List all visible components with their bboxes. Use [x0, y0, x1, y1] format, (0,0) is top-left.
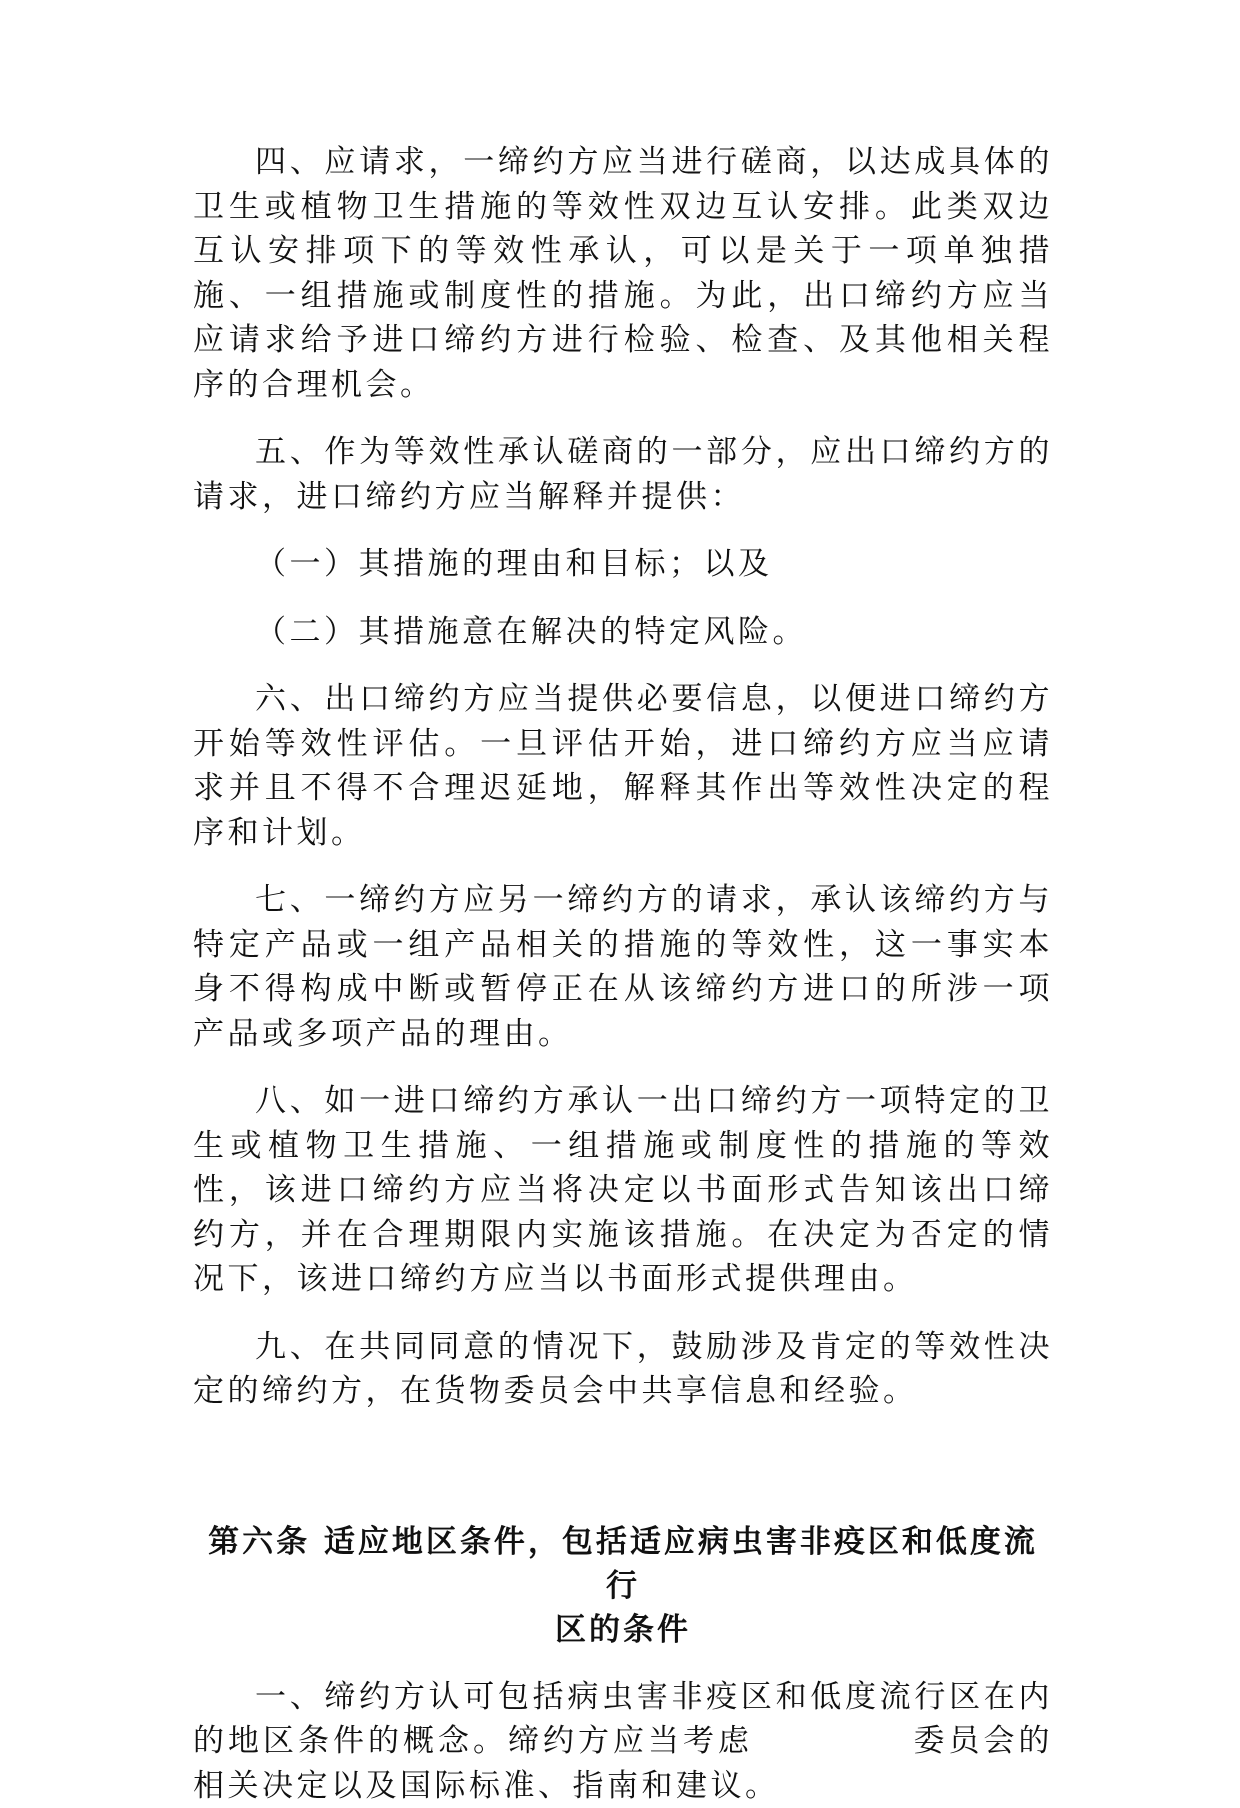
article-6-paragraph-1-part-b: 委员会的相关决定以及国际标准、指南和建议。	[193, 1723, 1053, 1804]
paragraph-9: 九、在共同同意的情况下，鼓励涉及肯定的等效性决定的缔约方，在货物委员会中共享信息和经验。	[193, 1325, 1053, 1414]
article-6-heading	[193, 1520, 1053, 1652]
paragraph-7: 七、一缔约方应另一缔约方的请求，承认该缔约方与特定产品或一组产品相关的措施的等效性，这一事实本身不得构成中断或暂停正在从该缔约方进口的所涉一项产品或多项产品的理由。	[193, 878, 1053, 1056]
paragraph-4: 四、应请求，一缔约方应当进行磋商，以达成具体的卫生或植物卫生措施的等效性双边互认安排。此类双边互认安排项下的等效性承认，可以是关于一项单独措施、一组措施或制度性的措施。为此，出口缔约方应当应请求给予进口缔约方进行检验、检查、及其他相关程序的合理机会。	[193, 140, 1053, 407]
document-page	[193, 140, 1053, 1808]
article-6-heading-line-1: 第六条 适应地区条件，包括适应病虫害非疫区和低度流行	[193, 1520, 1053, 1608]
paragraph-5-item-2: （二）其措施意在解决的特定风险。	[193, 610, 1053, 655]
paragraph-5: 五、作为等效性承认磋商的一部分，应出口缔约方的请求，进口缔约方应当解释并提供：	[193, 430, 1053, 519]
paragraph-6: 六、出口缔约方应当提供必要信息，以便进口缔约方开始等效性评估。一旦评估开始，进口缔约方应当应请求并且不得不合理迟延地，解释其作出等效性决定的程序和计划。	[193, 677, 1053, 855]
paragraph-8: 八、如一进口缔约方承认一出口缔约方一项特定的卫生或植物卫生措施、一组措施或制度性的措施的等效性，该进口缔约方应当将决定以书面形式告知该出口缔约方，并在合理期限内实施该措施。在决定为否定的情况下，该进口缔约方应当以书面形式提供理由。	[193, 1079, 1053, 1302]
article-6-paragraph-1	[193, 1675, 1053, 1808]
article-6-heading-line-2: 区的条件	[193, 1608, 1053, 1652]
article-6-paragraph-1-part-a: 一、缔约方认可包括病虫害非疫区和低度流行区在内的地区条件的概念。缔约方应当考虑	[193, 1679, 1053, 1760]
paragraph-5-item-1: （一）其措施的理由和目标；以及	[193, 542, 1053, 587]
